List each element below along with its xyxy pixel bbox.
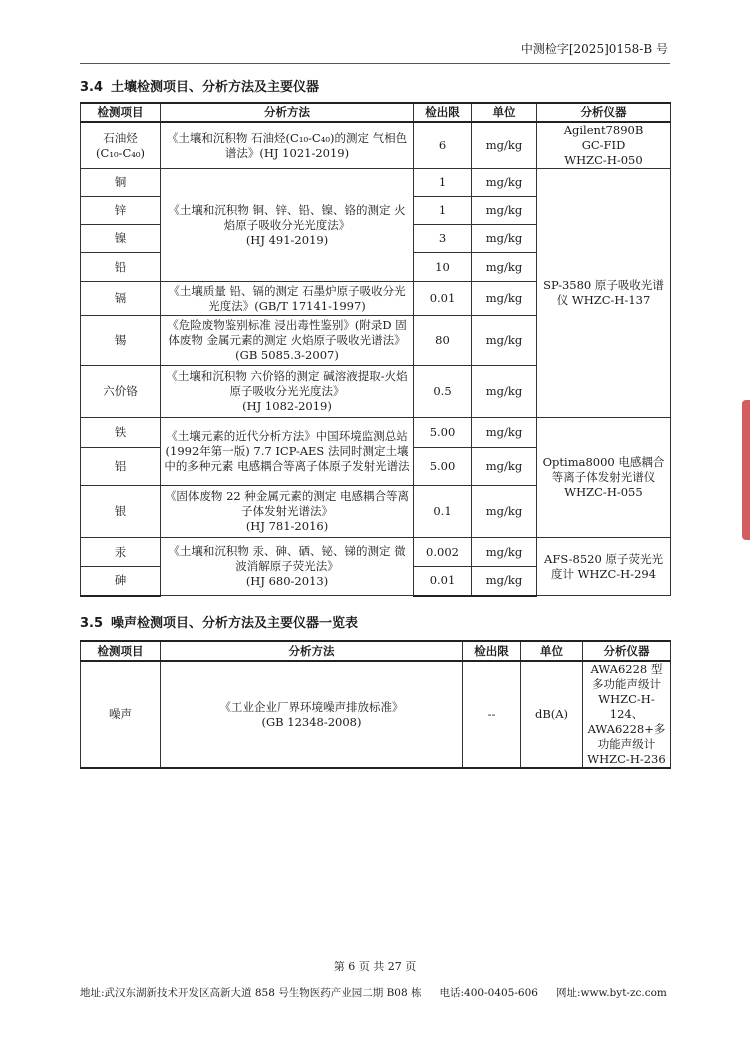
table-header-row	[81, 103, 671, 122]
method-cell: 《土壤元素的近代分析方法》中国环境监测总站(1992年第一版) 7.7 ICP-AES 法同时测定土壤中的多种元素 电感耦合等离子体原子发射光谱法	[161, 418, 414, 486]
item-cell: 锡	[81, 316, 161, 366]
limit-cell: --	[463, 661, 521, 768]
limit-cell: 0.01	[414, 567, 472, 596]
item-cell: 银	[81, 486, 161, 538]
table-row	[81, 169, 671, 197]
header-cell: 单位	[472, 103, 537, 122]
limit-cell: 80	[414, 316, 472, 366]
document-number: 中测检字[2025]0158-B 号	[520, 42, 668, 56]
header-rule	[80, 63, 670, 64]
header-cell: 检出限	[463, 641, 521, 661]
unit-cell: mg/kg	[472, 197, 537, 225]
method-cell: 《土壤和沉积物 铜、锌、铅、镍、铬的测定 火焰原子吸收分光光度法》 (HJ 491-2019)	[161, 169, 414, 282]
item-cell: 镉	[81, 282, 161, 316]
limit-cell: 1	[414, 197, 472, 225]
item-cell: 镍	[81, 225, 161, 253]
item-cell: 锌	[81, 197, 161, 225]
instrument-cell: AWA6228 型多功能声级计 WHZC-H-124、AWA6228+多功能声级计 WHZC-H-236	[583, 661, 671, 768]
item-cell: 石油烃 (C₁₀-C₄₀)	[81, 122, 161, 169]
instrument-cell: AFS-8520 原子荧光光度计 WHZC-H-294	[537, 538, 671, 596]
method-cell: 《土壤质量 铅、镉的测定 石墨炉原子吸收分光光度法》(GB/T 17141-1997)	[161, 282, 414, 316]
instrument-cell: SP-3580 原子吸收光谱仪 WHZC-H-137	[537, 169, 671, 418]
red-seal-edge	[742, 400, 750, 540]
section-title: 噪声检测项目、分析方法及主要仪器一览表	[111, 616, 359, 631]
limit-cell: 1	[414, 169, 472, 197]
soil-methods-table	[80, 102, 671, 597]
method-cell: 《土壤和沉积物 石油烃(C₁₀-C₄₀)的测定 气相色谱法》(HJ 1021-2019)	[161, 122, 414, 169]
header-cell: 分析仪器	[583, 641, 671, 661]
limit-cell: 0.01	[414, 282, 472, 316]
limit-cell: 3	[414, 225, 472, 253]
unit-cell: mg/kg	[472, 316, 537, 366]
section-number: 3.5	[80, 616, 104, 631]
method-cell: 《土壤和沉积物 汞、砷、硒、铋、锑的测定 微波消解原子荧光法》 (HJ 680-2013)	[161, 538, 414, 596]
item-cell: 铝	[81, 448, 161, 486]
item-cell: 噪声	[81, 661, 161, 768]
page-number: 第 6 页 共 27 页	[333, 960, 417, 973]
noise-methods-table	[80, 640, 671, 769]
table-row	[81, 661, 671, 768]
item-cell: 铜	[81, 169, 161, 197]
unit-cell: dB(A)	[521, 661, 583, 768]
unit-cell: mg/kg	[472, 253, 537, 282]
instrument-cell: Agilent7890B GC-FID WHZC-H-050	[537, 122, 671, 169]
section-title: 土壤检测项目、分析方法及主要仪器	[111, 80, 320, 95]
header-cell: 分析方法	[161, 103, 414, 122]
instrument-cell: Optima8000 电感耦合等离子体发射光谱仪 WHZC-H-055	[537, 418, 671, 538]
method-cell: 《工业企业厂界环境噪声排放标准》 (GB 12348-2008)	[161, 661, 463, 768]
unit-cell: mg/kg	[472, 486, 537, 538]
unit-cell: mg/kg	[472, 282, 537, 316]
limit-cell: 6	[414, 122, 472, 169]
table-header-row	[81, 641, 671, 661]
limit-cell: 0.002	[414, 538, 472, 567]
unit-cell: mg/kg	[472, 418, 537, 448]
item-cell: 铅	[81, 253, 161, 282]
unit-cell: mg/kg	[472, 538, 537, 567]
section-heading	[80, 612, 358, 631]
unit-cell: mg/kg	[472, 448, 537, 486]
limit-cell: 5.00	[414, 418, 472, 448]
unit-cell: mg/kg	[472, 169, 537, 197]
header-cell: 检出限	[414, 103, 472, 122]
limit-cell: 5.00	[414, 448, 472, 486]
unit-cell: mg/kg	[472, 567, 537, 596]
footer-address: 地址:武汉东湖新技术开发区高新大道 858 号生物医药产业园二期 B08 栋	[80, 987, 422, 999]
item-cell: 铁	[81, 418, 161, 448]
footer-phone: 电话:400-0405-606	[439, 987, 538, 999]
section-number: 3.4	[80, 80, 104, 95]
footer-contact	[80, 985, 670, 1000]
limit-cell: 0.5	[414, 366, 472, 418]
table-row	[81, 418, 671, 448]
item-cell: 六价铬	[81, 366, 161, 418]
header-cell: 检测项目	[81, 103, 161, 122]
header-cell: 分析仪器	[537, 103, 671, 122]
unit-cell: mg/kg	[472, 225, 537, 253]
method-cell: 《固体废物 22 种金属元素的测定 电感耦合等离子体发射光谱法》 (HJ 781-2016)	[161, 486, 414, 538]
method-cell: 《危险废物鉴别标准 浸出毒性鉴别》(附录D 固体废物 金属元素的测定 火焰原子吸收光谱法》(GB 5085.3-2007)	[161, 316, 414, 366]
item-cell: 砷	[81, 567, 161, 596]
table-row	[81, 122, 671, 169]
footer-website: 网址:www.byt-zc.com	[555, 987, 667, 999]
unit-cell: mg/kg	[472, 366, 537, 418]
limit-cell: 10	[414, 253, 472, 282]
header-cell: 单位	[521, 641, 583, 661]
header-cell: 检测项目	[81, 641, 161, 661]
section-heading	[80, 76, 319, 95]
limit-cell: 0.1	[414, 486, 472, 538]
method-cell: 《土壤和沉积物 六价铬的测定 碱溶液提取-火焰原子吸收分光光度法》 (HJ 1082-2019)	[161, 366, 414, 418]
item-cell: 汞	[81, 538, 161, 567]
unit-cell: mg/kg	[472, 122, 537, 169]
table-row	[81, 538, 671, 567]
header-cell: 分析方法	[161, 641, 463, 661]
